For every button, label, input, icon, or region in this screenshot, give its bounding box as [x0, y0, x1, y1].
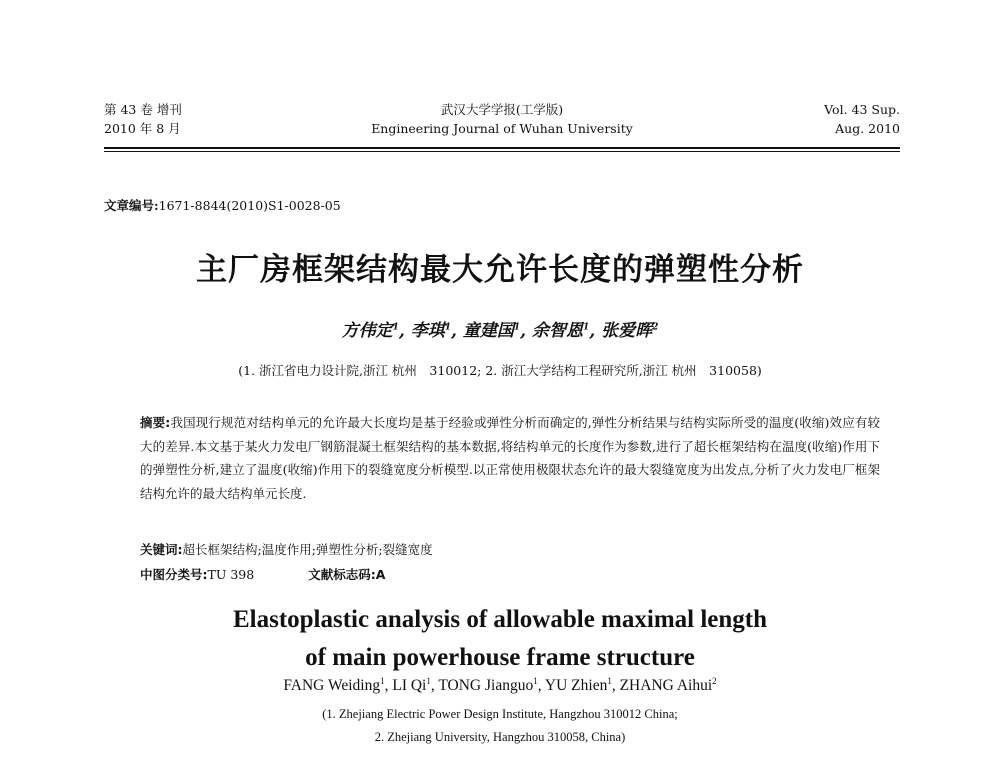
author-en: ZHANG Aihui$^2$ — [619, 676, 717, 695]
abstract-text: 我国现行规范对结构单元的允许最大长度均是基于经验或弹性分析而确定的,弹性分析结果与结构实际所受的温度(收缩)效应有较大的差异.本文基于某火力发电厂钢筋混凝土框架结构的基本数据,将结构单元的长度作为参数,进行了超长框架结构在温度(收缩)作用下的弹塑性分析,建立了温度(收缩)作用下的裂缝宽度分析模型.以正常使用极限状态允许的最大裂缝宽度为出发点,分析了火力发电厂框架结构允许的最大结构单元长度. — [140, 415, 880, 501]
article-number — [104, 196, 341, 214]
title-en-line2: of main powerhouse frame structure — [305, 644, 695, 671]
affiliations-en — [0, 703, 1000, 749]
header-rule-thick — [104, 147, 900, 149]
title-en-line1: Elastoplastic analysis of allowable maximal length — [232, 606, 768, 633]
header-right — [824, 100, 900, 138]
abstract-label: 摘要: — [140, 415, 171, 430]
author-cn: 张爱晖$^2$ — [601, 321, 659, 341]
clc-value: TU 398 — [207, 567, 255, 582]
author-cn: 童建国$^1$ — [462, 321, 521, 341]
authors-cn: 方伟定$^1$, 李琪$^1$, 童建国$^1$, 余智恩$^1$, 张爱晖$^2$ — [341, 321, 659, 341]
article-number-value: 1671-8844(2010)S1-0028-05 — [158, 198, 341, 213]
classification — [140, 565, 880, 583]
date-cn: 2010 年 8 月 — [104, 121, 181, 136]
doc-code-label: 文献标志码: — [308, 567, 376, 582]
author-cn: 李琪$^1$ — [410, 321, 452, 341]
journal-header — [104, 100, 900, 140]
date-en: Aug. 2010 — [835, 121, 900, 136]
affiliation-en-line2: 2. Zhejiang University, Hangzhou 310058, China) — [374, 730, 626, 744]
article-number-label: 文章编号: — [104, 198, 159, 213]
author-cn: 方伟定$^1$ — [341, 321, 399, 341]
clc-label: 中图分类号: — [140, 567, 208, 582]
author-en: YU Zhien$^1$ — [544, 676, 612, 695]
author-en: LI Qi$^1$ — [392, 676, 431, 695]
header-rule-thin — [104, 151, 900, 152]
title-cn: 主厂房框架结构最大允许长度的弹塑性分析 — [196, 252, 804, 288]
volume-cn: 第 43 卷 增刊 — [104, 102, 182, 117]
keywords — [140, 540, 880, 558]
doc-code-value: A — [375, 567, 386, 582]
author-en: FANG Weiding$^1$ — [283, 676, 385, 695]
author-en: TONG Jianguo$^1$ — [438, 676, 538, 695]
authors-en: FANG Weiding$^1$, LI Qi$^1$, TONG Jianguo$^1$, YU Zhien$^1$, ZHANG Aihui$^2$ — [283, 676, 717, 695]
header-center — [104, 100, 900, 138]
keywords-label: 关键词: — [140, 542, 183, 557]
author-cn: 余智恩$^1$ — [531, 321, 590, 341]
journal-name-en: Engineering Journal of Wuhan University — [371, 121, 633, 136]
affiliation-en-line1: (1. Zhejiang Electric Power Design Institute, Hangzhou 310012 China; — [322, 707, 678, 721]
journal-name-cn: 武汉大学学报(工学版) — [440, 102, 564, 117]
volume-en: Vol. 43 Sup. — [824, 102, 900, 117]
affiliations-cn: (1. 浙江省电力设计院,浙江 杭州 310012; 2. 浙江大学结构工程研究所,浙江 杭州 310058) — [238, 363, 762, 378]
keywords-text: 超长框架结构;温度作用;弹塑性分析;裂缝宽度 — [182, 542, 433, 557]
title-en — [0, 601, 1000, 677]
abstract — [140, 411, 880, 505]
